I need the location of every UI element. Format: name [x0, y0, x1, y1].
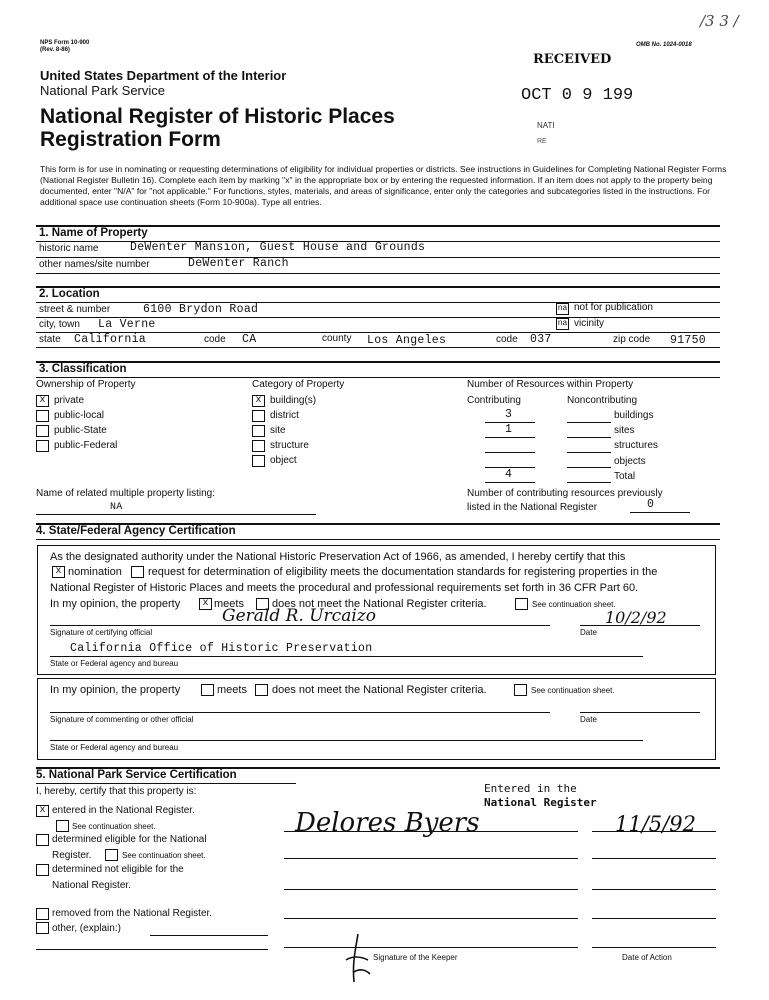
- certifying-official-signature: Gerald R. Urcaizo: [222, 606, 376, 626]
- comment-agency-line: [50, 740, 643, 741]
- removed-label: removed from the National Register.: [52, 908, 213, 919]
- comment-date-line: [580, 712, 700, 713]
- opinion2-continuation-label: See continuation sheet.: [531, 686, 615, 695]
- comment-signature-line: [50, 712, 550, 713]
- entered-stamp-line2: National Register: [484, 796, 597, 809]
- contributing-heading: Contributing: [467, 395, 521, 406]
- initials-scribble-icon: [338, 932, 378, 987]
- nomination-checkbox[interactable]: x: [52, 566, 65, 578]
- noncontrib-total-line: [567, 482, 611, 483]
- opinion2-meets-checkbox[interactable]: [201, 684, 214, 696]
- other-checkbox[interactable]: [36, 922, 49, 934]
- county-code-label: code: [496, 334, 518, 345]
- contrib-buildings-value[interactable]: 3: [505, 408, 513, 421]
- not-eligible-checkbox[interactable]: [36, 864, 49, 876]
- category-buildings-checkbox[interactable]: x: [252, 395, 265, 407]
- corner-mark: /3 3 /: [700, 12, 739, 30]
- entered-stamp-line1: Entered in the: [484, 782, 577, 795]
- noncontrib-buildings-line: [567, 422, 611, 423]
- form-number: NPS Form 10-900: [40, 40, 90, 46]
- entered-continuation-label: See continuation sheet.: [72, 822, 156, 831]
- contrib-structures-line: [485, 452, 535, 453]
- street-label: street & number: [39, 304, 111, 315]
- category-structure-checkbox[interactable]: [252, 440, 265, 452]
- other-explain-line-2: [36, 949, 268, 950]
- section4-underline: [36, 539, 720, 540]
- action-line-4: [592, 918, 716, 919]
- resources-total-label: Total: [614, 471, 636, 482]
- ownership-public-federal-label: public-Federal: [54, 440, 118, 451]
- not-for-publication-label: not for publication: [574, 302, 653, 313]
- section1-heading: 1. Name of Property: [39, 227, 148, 239]
- action-line-2: [592, 858, 716, 859]
- state-label: state: [39, 334, 61, 345]
- city-value[interactable]: La Verne: [98, 318, 156, 331]
- category-object-label: object: [270, 455, 297, 466]
- agency-value[interactable]: California Office of Historic Preservation: [70, 642, 373, 655]
- section2-heading: 2. Location: [39, 288, 100, 300]
- prev-listed-label1: Number of contributing resources previously: [467, 488, 663, 499]
- determined-eligible-label: determined eligible for the National: [52, 834, 207, 845]
- ownership-private-checkbox[interactable]: x: [36, 395, 49, 407]
- certifying-date-value: 10/2/92: [605, 608, 667, 627]
- action-date-label: Date of Action: [622, 953, 672, 962]
- not-eligible-label1: determined not eligible for the: [52, 864, 184, 875]
- category-heading: Category of Property: [252, 379, 345, 390]
- not-for-publication-box[interactable]: na: [557, 304, 568, 313]
- signature-label: Signature of certifying official: [50, 628, 153, 637]
- meets-label: meets: [214, 598, 244, 610]
- meets-checkbox[interactable]: x: [199, 598, 212, 610]
- received-stamp: RECEIVED: [533, 52, 612, 67]
- cert-line3: National Register of Historic Places and meets the procedural and professional requirements set forth in 36 CFR Part 60.: [50, 582, 639, 594]
- nomination-label: nomination: [68, 566, 122, 578]
- category-district-checkbox[interactable]: [252, 410, 265, 422]
- action-line-1: [592, 831, 716, 832]
- state-code-label: code: [204, 334, 226, 345]
- entered-checkbox[interactable]: x: [36, 805, 49, 817]
- action-line-3: [592, 889, 716, 890]
- continuation-sheet-label: See continuation sheet.: [532, 600, 616, 609]
- ownership-public-state-checkbox[interactable]: [36, 425, 49, 437]
- opinion2-not-meet-checkbox[interactable]: [255, 684, 268, 696]
- contrib-sites-line: [485, 437, 535, 438]
- opinion2-continuation-checkbox[interactable]: [514, 684, 527, 696]
- ownership-public-state-label: public-State: [54, 425, 107, 436]
- resources-sites-label: sites: [614, 425, 635, 436]
- keeper-line-3: [284, 889, 578, 890]
- certify-statement: I, hereby, certify that this property is:: [36, 786, 197, 797]
- prev-listed-label2: listed in the National Register: [467, 502, 598, 513]
- vicinity-box[interactable]: na: [557, 319, 568, 328]
- does-not-meet-label: does not meet the National Register criteria.: [272, 598, 487, 610]
- related-listing-label: Name of related multiple property listing:: [36, 488, 215, 499]
- zip-value[interactable]: 91750: [670, 334, 707, 347]
- category-site-label: site: [270, 425, 286, 436]
- county-code-value[interactable]: 037: [530, 333, 552, 346]
- signature-line: [50, 625, 550, 626]
- stamp-line3: NATI: [537, 121, 555, 130]
- street-value[interactable]: 6100 Brydon Road: [143, 303, 259, 316]
- cert-line2: request for determination of eligibility meets the documentation standards for registering properties in the: [148, 566, 658, 578]
- agency-label: State or Federal agency and bureau: [50, 659, 179, 668]
- prev-listed-value[interactable]: 0: [647, 498, 655, 511]
- contrib-sites-value[interactable]: 1: [505, 423, 513, 436]
- other-names-line: [36, 273, 720, 274]
- category-object-checkbox[interactable]: [252, 455, 265, 467]
- removed-checkbox[interactable]: [36, 908, 49, 920]
- related-listing-value[interactable]: NA: [110, 502, 123, 513]
- cert-line1: As the designated authority under the National Historic Preservation Act of 1966, as amended, I hereby certify that this: [50, 551, 626, 563]
- ownership-public-local-checkbox[interactable]: [36, 410, 49, 422]
- section3-underline: [36, 377, 720, 378]
- continuation-sheet-checkbox[interactable]: [515, 598, 528, 610]
- not-eligible-label2: National Register.: [52, 880, 131, 891]
- omb-number: OMB No. 1024-0018: [636, 42, 692, 48]
- ownership-heading: Ownership of Property: [36, 379, 136, 390]
- form-title-line1: National Register of Historic Places: [40, 105, 395, 128]
- historic-name-line: [36, 257, 720, 258]
- comment-signature-label: Signature of commenting or other official: [50, 715, 194, 724]
- section3-heading: 3. Classification: [39, 363, 127, 375]
- section2-rule: [36, 286, 720, 288]
- received-date-stamp: OCT 0 9 199: [521, 86, 634, 105]
- vicinity-label: vicinity: [574, 318, 605, 329]
- determined-eligible-checkbox[interactable]: [36, 834, 49, 846]
- state-value[interactable]: California: [74, 333, 147, 346]
- county-value[interactable]: Los Angeles: [367, 334, 447, 347]
- resources-objects-label: objects: [614, 456, 646, 467]
- ownership-public-federal-checkbox[interactable]: [36, 440, 49, 452]
- category-structure-label: structure: [270, 440, 309, 451]
- city-label: city, town: [39, 319, 80, 330]
- section5-underline: [36, 783, 296, 784]
- noncontrib-structures-line: [567, 452, 611, 453]
- section3-rule: [36, 361, 720, 363]
- entered-label: entered in the National Register.: [52, 805, 195, 816]
- request-determination-checkbox[interactable]: [131, 566, 144, 578]
- contrib-total-value[interactable]: 4: [505, 468, 513, 481]
- category-buildings-label: building(s): [270, 395, 317, 406]
- action-date-value: 11/5/92: [615, 812, 696, 836]
- keeper-line-4: [284, 918, 578, 919]
- other-explain-line: [150, 935, 268, 936]
- service-name: National Park Service: [40, 83, 165, 98]
- date-label: Date: [580, 628, 597, 637]
- zip-label: zip code: [613, 334, 651, 345]
- noncontributing-heading: Noncontributing: [567, 395, 638, 406]
- keeper-line-5: [284, 947, 578, 948]
- noncontrib-objects-line: [567, 467, 611, 468]
- action-line-5: [592, 947, 716, 948]
- opinion-prefix: In my opinion, the property: [50, 598, 181, 610]
- eligible-continuation-label: See continuation sheet.: [122, 851, 206, 860]
- prev-listed-line: [630, 512, 690, 513]
- comment-agency-label: State or Federal agency and bureau: [50, 743, 179, 752]
- entered-continuation-checkbox[interactable]: [56, 820, 69, 832]
- section4-heading: 4. State/Federal Agency Certification: [36, 525, 236, 537]
- county-label: county: [322, 333, 352, 344]
- category-district-label: district: [270, 410, 299, 421]
- ownership-private-label: private: [54, 395, 85, 406]
- historic-name-label: historic name: [39, 243, 99, 254]
- resources-heading: Number of Resources within Property: [467, 379, 634, 390]
- related-listing-line: [36, 514, 316, 515]
- agency-line: [50, 656, 643, 657]
- form-title-line2: Registration Form: [40, 128, 221, 151]
- other-names-label: other names/site number: [39, 259, 150, 270]
- contrib-total-line: [485, 482, 535, 483]
- opinion2-prefix: In my opinion, the property: [50, 684, 181, 696]
- other-names-value[interactable]: DeWenter Ranch: [188, 257, 289, 270]
- date-line: [580, 625, 700, 626]
- resources-structures-label: structures: [614, 440, 658, 451]
- opinion2-not-meet-label: does not meet the National Register criteria.: [272, 684, 487, 696]
- eligible-continuation-checkbox[interactable]: [105, 849, 118, 861]
- noncontrib-sites-line: [567, 437, 611, 438]
- other-label: other, (explain:): [52, 923, 121, 934]
- keeper-signature: Delores Byers: [295, 808, 480, 838]
- historic-name-value[interactable]: DeWenter Mansion, Guest House and Grounds: [130, 241, 426, 254]
- ownership-public-local-label: public-local: [54, 410, 105, 421]
- resources-buildings-label: buildings: [614, 410, 654, 421]
- stamp-line4: RE: [537, 138, 547, 145]
- form-revision: (Rev. 8-86): [40, 47, 70, 53]
- keeper-label: Signature of the Keeper: [373, 953, 458, 962]
- state-code-value[interactable]: CA: [242, 333, 257, 346]
- intro-instructions: This form is for use in nominating or requesting determinations of eligibility for individual properties or districts. See instructions in Guidelines for Completing National Register Forms (National Register Bulletin 16). Complete each item by marking "x" in the appropriate box or by entering the requested information. If an item does not apply to the property being documented, enter "N/A" for "not applicable." For functions, styles, materials, and areas of significance, enter only the categories and subcategories listed in the instructions. For additional space use continuation sheets (Form 10-900a). Type all entries.: [40, 164, 727, 207]
- register-label: Register.: [52, 850, 92, 861]
- keeper-line-1: [284, 831, 578, 832]
- comment-date-label: Date: [580, 715, 597, 724]
- dept-name: United States Department of the Interior: [40, 68, 287, 83]
- category-site-checkbox[interactable]: [252, 425, 265, 437]
- keeper-line-2: [284, 858, 578, 859]
- opinion2-meets-label: meets: [217, 684, 247, 696]
- state-line: [36, 347, 720, 348]
- section5-heading: 5. National Park Service Certification: [36, 769, 237, 781]
